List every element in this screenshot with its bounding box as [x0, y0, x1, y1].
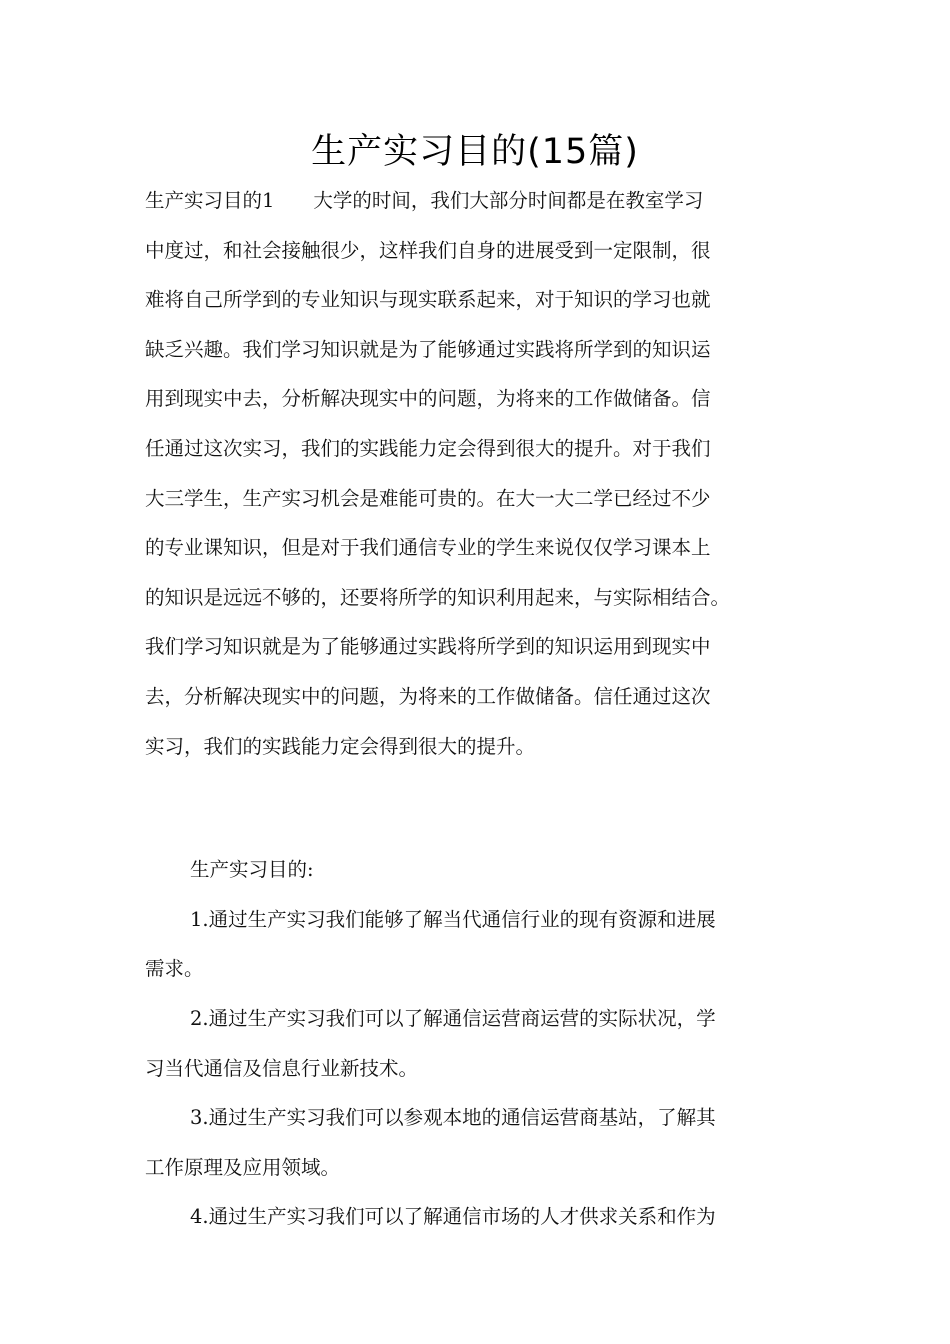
paragraph-line: 任通过这次实习，我们的实践能力定会得到很大的提升。对于我们: [145, 436, 711, 460]
list-item-line: 4.通过生产实习我们可以了解通信市场的人才供求关系和作为: [190, 1205, 716, 1229]
paragraph-line: 去，分析解决现实中的问题，为将来的工作做储备。信任通过这次: [145, 684, 711, 708]
section-heading: 生产实习目的:: [190, 858, 314, 882]
document-title: 生产实习目的(15篇): [311, 132, 639, 172]
paragraph-spacer: [145, 771, 820, 845]
list-item-line: 2.通过生产实习我们可以了解通信运营商运营的实际状况，学: [190, 1006, 716, 1030]
paragraph-line: 我们学习知识就是为了能够通过实践将所学到的知识运用到现实中: [145, 635, 711, 659]
document-body: [145, 176, 820, 1242]
paragraph-line: 用到现实中去，分析解决现实中的问题，为将来的工作做储备。信: [145, 387, 711, 411]
list-item-line: 3.通过生产实习我们可以参观本地的通信运营商基站，了解其: [190, 1106, 716, 1130]
list-item-line: 1.通过生产实习我们能够了解当代通信行业的现有资源和进展: [190, 907, 716, 931]
paragraph-line: 生产实习目的1 大学的时间，我们大部分时间都是在教室学习: [145, 189, 704, 212]
list-item-line: 工作原理及应用领域。: [145, 1155, 341, 1179]
list-item-line: 习当代通信及信息行业新技术。: [145, 1056, 419, 1080]
list-item-line: 需求。: [145, 957, 204, 981]
paragraph-line: 的知识是远远不够的，还要将所学的知识利用起来，与实际相结合。: [145, 585, 731, 609]
paragraph-line: 大三学生，生产实习机会是难能可贵的。在大一大二学已经过不少: [145, 486, 711, 510]
paragraph-line: 中度过，和社会接触很少，这样我们自身的进展受到一定限制，很: [145, 238, 711, 262]
paragraph-line: 实习，我们的实践能力定会得到很大的提升。: [145, 734, 536, 758]
paragraph-line: 缺乏兴趣。我们学习知识就是为了能够通过实践将所学到的知识运: [145, 337, 711, 361]
paragraph-line: 难将自己所学到的专业知识与现实联系起来，对于知识的学习也就: [145, 288, 711, 312]
paragraph-line: 的专业课知识，但是对于我们通信专业的学生来说仅仅学习课本上: [145, 536, 711, 560]
